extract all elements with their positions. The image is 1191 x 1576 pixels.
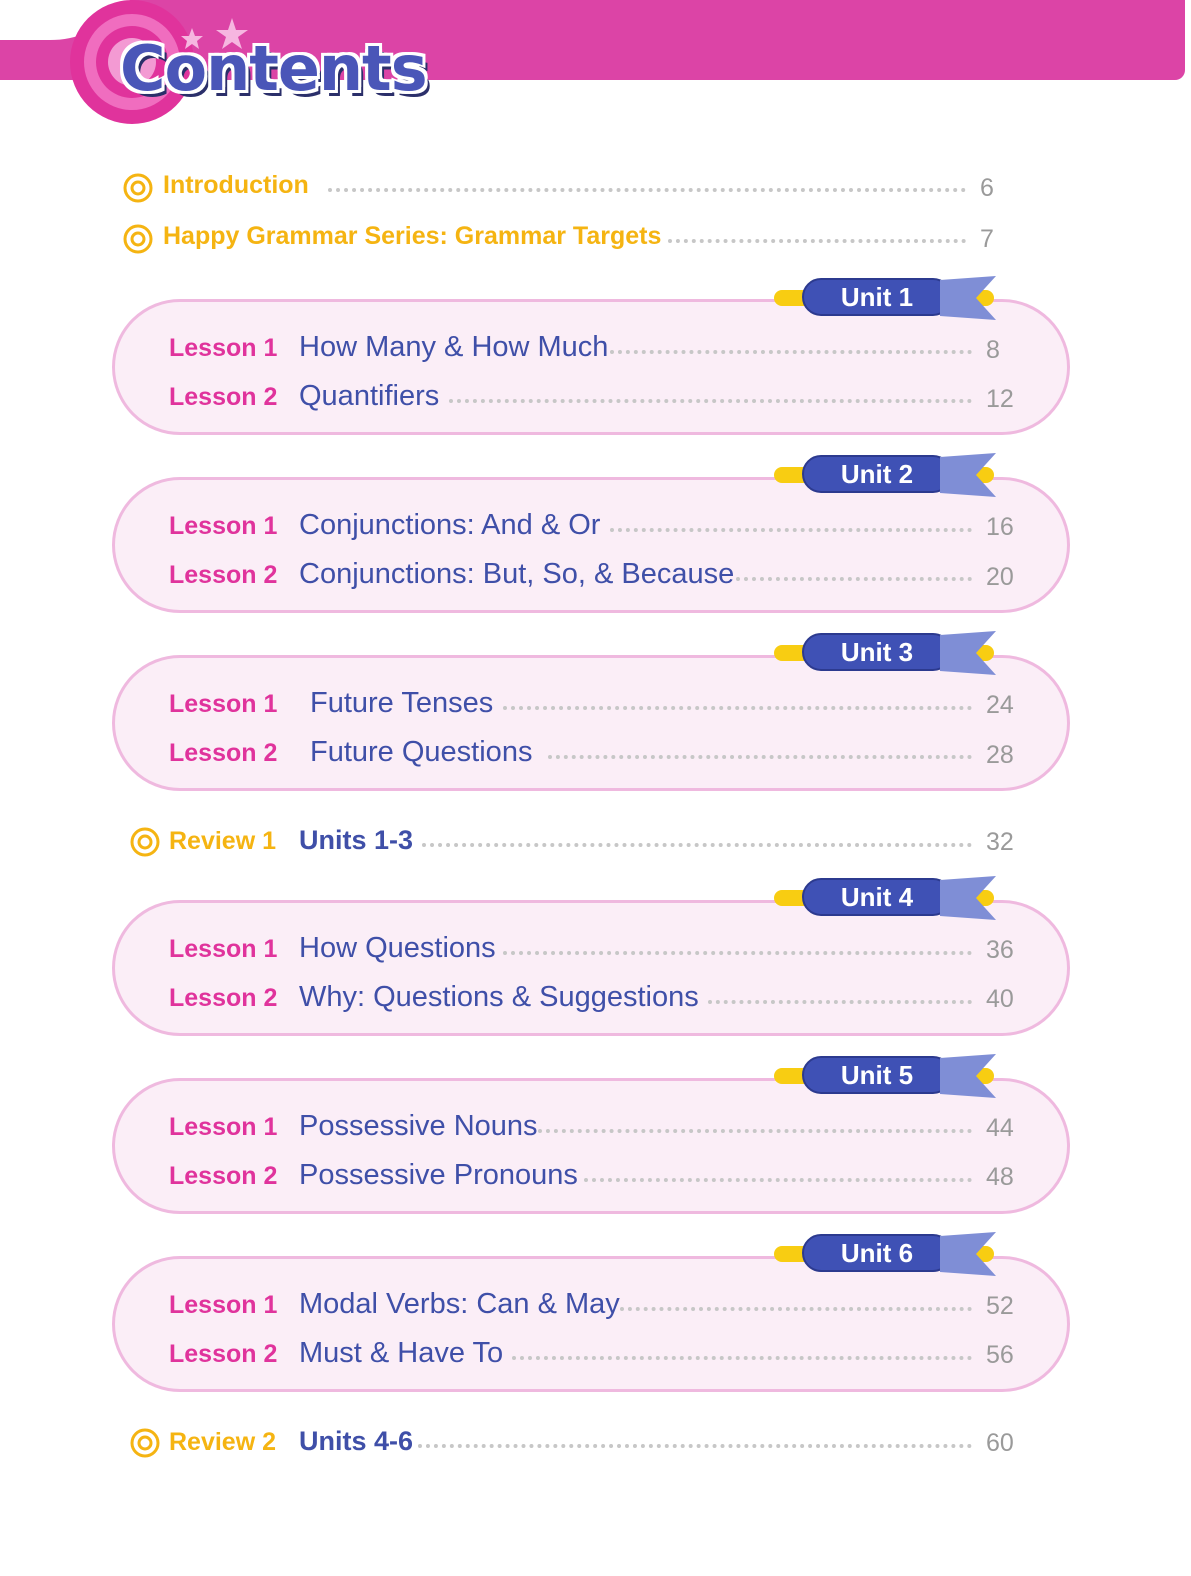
unit-label: Unit 5 — [802, 1056, 952, 1094]
page-number: 48 — [986, 1163, 1014, 1191]
review-label: Review 1 — [169, 827, 277, 855]
lesson-title[interactable]: Future Questions — [310, 736, 533, 768]
dot-leader — [449, 399, 972, 403]
unit-4-tab — [774, 878, 1034, 922]
lesson-title[interactable]: Conjunctions: And & Or — [299, 509, 601, 541]
unit-label: Unit 4 — [802, 878, 952, 916]
lesson-title[interactable]: Must & Have To — [299, 1337, 504, 1369]
lesson-label: Lesson 2 — [169, 383, 278, 411]
page-number: 52 — [986, 1292, 1014, 1320]
page-number: 28 — [986, 741, 1014, 769]
unit-label: Unit 1 — [802, 278, 952, 316]
lesson-title[interactable]: Modal Verbs: Can & May — [299, 1288, 620, 1320]
lesson-title[interactable]: Quantifiers — [299, 380, 440, 412]
arrow-flag-icon — [940, 1054, 996, 1098]
dot-leader — [548, 755, 972, 759]
arrow-flag-icon — [940, 1232, 996, 1276]
page-number: 20 — [986, 563, 1014, 591]
unit-label: Unit 6 — [802, 1234, 952, 1272]
lesson-title[interactable]: Possessive Nouns — [299, 1110, 538, 1142]
page-number: 44 — [986, 1114, 1014, 1142]
dot-leader — [512, 1356, 972, 1360]
unit-label: Unit 3 — [802, 633, 952, 671]
lesson-label: Lesson 2 — [169, 1162, 278, 1190]
lesson-label: Lesson 1 — [169, 690, 278, 718]
page-number: 60 — [986, 1429, 1014, 1457]
page-title: Contents — [120, 32, 427, 105]
page-number: 7 — [980, 225, 994, 253]
lesson-label: Lesson 1 — [169, 1291, 278, 1319]
lesson-label: Lesson 2 — [169, 739, 278, 767]
dot-leader — [610, 528, 972, 532]
page-number: 40 — [986, 985, 1014, 1013]
introduction-link[interactable]: Introduction — [163, 171, 309, 199]
arrow-flag-icon — [940, 453, 996, 497]
page-number: 6 — [980, 174, 994, 202]
lesson-title[interactable]: How Questions — [299, 932, 496, 964]
unit-label: Unit 2 — [802, 455, 952, 493]
dot-leader — [584, 1178, 972, 1182]
target-bullet-icon — [123, 224, 153, 254]
review-title[interactable]: Units 4-6 — [299, 1426, 414, 1456]
arrow-flag-icon — [940, 631, 996, 675]
grammar-targets-link[interactable]: Happy Grammar Series: Grammar Targets — [163, 222, 662, 250]
arrow-flag-icon — [940, 276, 996, 320]
arrow-flag-icon — [940, 876, 996, 920]
dot-leader — [328, 188, 966, 192]
page-number: 16 — [986, 513, 1014, 541]
review-title[interactable]: Units 1-3 — [299, 825, 414, 855]
unit-2-tab — [774, 455, 1034, 499]
page-number: 12 — [986, 385, 1014, 413]
lesson-label: Lesson 1 — [169, 935, 278, 963]
lesson-title[interactable]: Possessive Pronouns — [299, 1159, 578, 1191]
lesson-title[interactable]: How Many & How Much — [299, 331, 609, 363]
dot-leader — [422, 843, 972, 847]
dot-leader — [736, 577, 972, 581]
page-number: 8 — [986, 336, 1000, 364]
dot-leader — [620, 1307, 972, 1311]
dot-leader — [668, 239, 966, 243]
lesson-label: Lesson 2 — [169, 561, 278, 589]
review-label: Review 2 — [169, 1428, 277, 1456]
dot-leader — [503, 951, 972, 955]
unit-1-tab — [774, 278, 1034, 322]
dot-leader — [708, 1000, 972, 1004]
dot-leader — [503, 706, 972, 710]
dot-leader — [538, 1129, 972, 1133]
dot-leader — [610, 350, 972, 354]
lesson-label: Lesson 1 — [169, 334, 278, 362]
lesson-title[interactable]: Future Tenses — [310, 687, 494, 719]
page-number: 56 — [986, 1341, 1014, 1369]
lesson-label: Lesson 2 — [169, 1340, 278, 1368]
unit-6-tab — [774, 1234, 1034, 1278]
page-number: 24 — [986, 691, 1014, 719]
lesson-label: Lesson 1 — [169, 512, 278, 540]
dot-leader — [418, 1444, 972, 1448]
lesson-title[interactable]: Why: Questions & Suggestions — [299, 981, 699, 1013]
unit-3-tab — [774, 633, 1034, 677]
lesson-title[interactable]: Conjunctions: But, So, & Because — [299, 558, 735, 590]
lesson-label: Lesson 2 — [169, 984, 278, 1012]
unit-5-tab — [774, 1056, 1034, 1100]
target-bullet-icon — [130, 1428, 160, 1458]
target-bullet-icon — [130, 827, 160, 857]
lesson-label: Lesson 1 — [169, 1113, 278, 1141]
page-number: 32 — [986, 828, 1014, 856]
target-bullet-icon — [123, 173, 153, 203]
page-number: 36 — [986, 936, 1014, 964]
